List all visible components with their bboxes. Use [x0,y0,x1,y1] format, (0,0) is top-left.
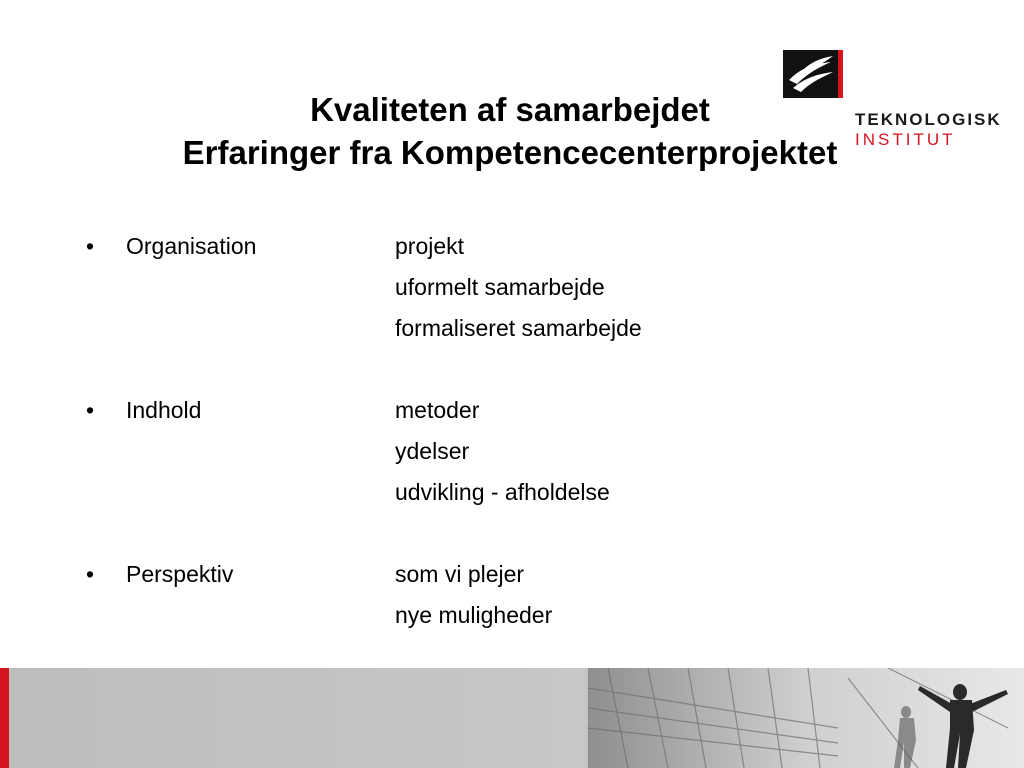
item-value: udvikling - afholdelse [395,479,610,505]
bullet-icon: • [86,233,95,259]
list-subitem [86,597,886,638]
spacer [86,351,886,392]
item-value: nye muligheder [395,602,553,628]
item-value: formaliseret samarbejde [395,315,642,341]
item-value: ydelser [395,438,470,464]
item-value: uformelt samarbejde [395,274,605,300]
list-subitem [86,310,886,351]
slide-title [60,88,960,174]
list-item [86,228,886,269]
footer-photo-image [588,668,1024,768]
list-subitem [86,433,886,474]
item-label: Perspektiv [126,561,234,587]
item-value: metoder [395,397,480,423]
spacer [86,515,886,556]
logo-line-2: INSTITUT [855,130,956,149]
logo-line-1: TEKNOLOGISK [855,110,1002,129]
item-value: projekt [395,233,465,259]
list-item [86,392,886,433]
title-line-1: Kvaliteten af samarbejdet [310,91,710,128]
list-subitem [86,474,886,515]
item-label: Indhold [126,397,202,423]
bullet-icon: • [86,397,95,423]
bullet-list [86,228,886,638]
list-item [86,556,886,597]
list-subitem [86,269,886,310]
footer-accent [0,668,9,768]
title-line-2: Erfaringer fra Kompetencecenterprojektet [182,134,838,171]
item-value: som vi plejer [395,561,525,587]
item-label: Organisation [126,233,257,259]
bullet-icon: • [86,561,95,587]
